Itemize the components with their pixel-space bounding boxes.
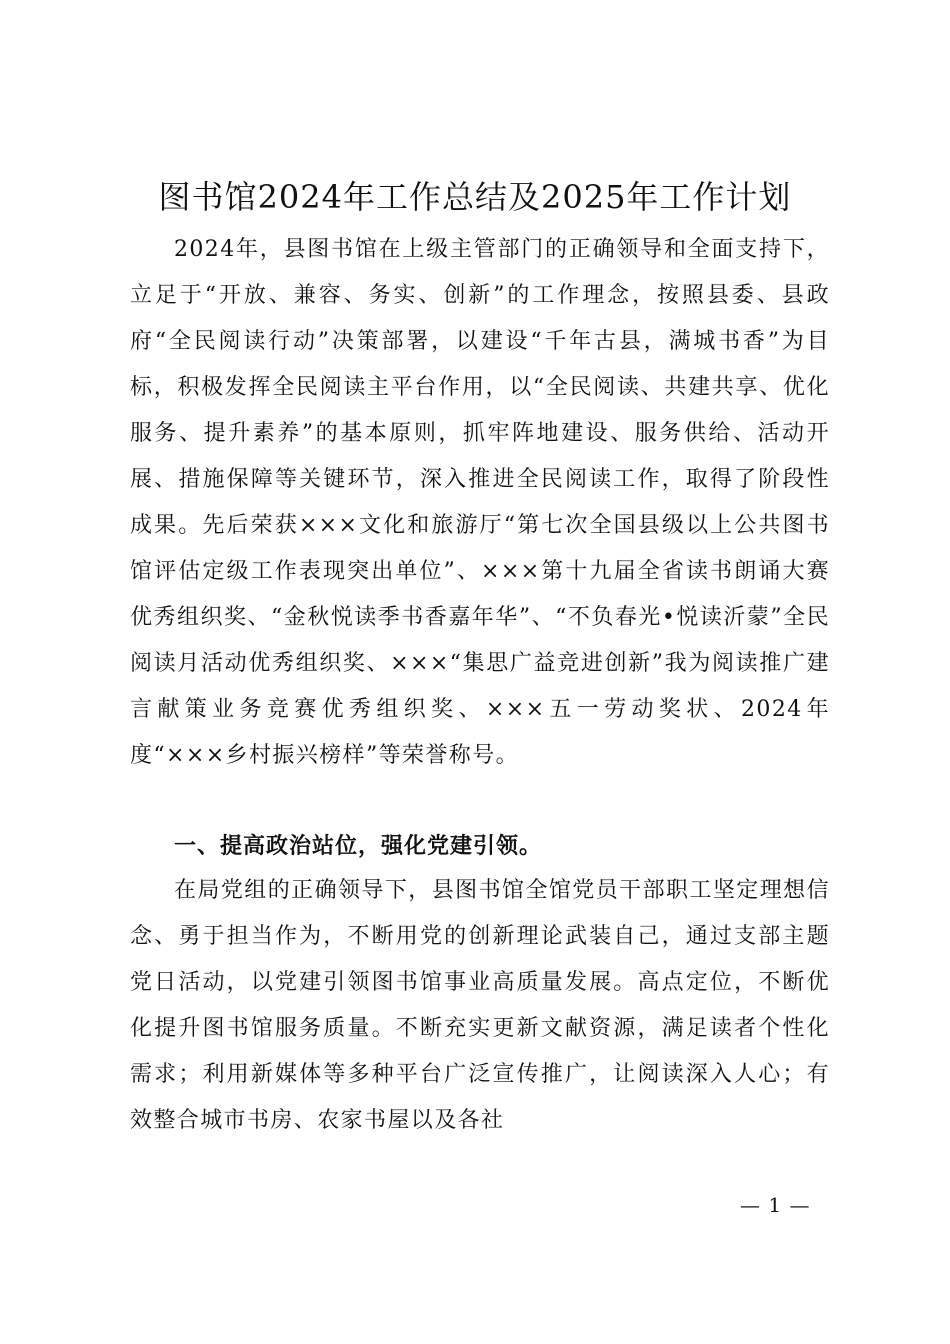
- section-heading: 一、提高政治站位，强化党建引领。: [174, 834, 543, 859]
- page-number: — 1 —: [740, 1193, 811, 1217]
- intro-paragraph: 2024年，县图书馆在上级主管部门的正确领导和全面支持下，立足于“开放、兼容、务实、创新”的工作理念，按照县委、县政府“全民阅读行动”决策部署，以建设“千年古县，满城书香”为目标，积极发挥全民阅读主平台作用，以“全民阅读、共建共享、优化服务、提升素养”的基本原则，抓牢阵地建设、服务供给、活动开展、措施保障等关键环节，深入推进全民阅读工作，取得了阶段性成果。先后荣获×××文化和旅游厅“第七次全国县级以上公共图书馆评估定级工作表现突出单位”、×××第十九届全省读书朗诵大赛优秀组织奖、“金秋悦读季书香嘉年华”、“不负春光•悦读沂蒙”全民阅读月活动优秀组织奖、×××“集思广益竞进创新”我为阅读推广建言献策业务竞赛优秀组织奖、×××五一劳动奖状、2024年度“×××乡村振兴榜样”等荣誉称号。: [130, 237, 830, 768]
- section-paragraph: 在局党组的正确领导下，县图书馆全馆党员干部职工坚定理想信念、勇于担当作为，不断用党的创新理论武装自己，通过支部主题党日活动，以党建引领图书馆事业高质量发展。高点定位，不断优化提升图书馆服务质量。不断充实更新文献资源，满足读者个性化需求；利用新媒体等多种平台广泛宣传推广，让阅读深入人心；有效整合城市书房、农家书屋以及各社: [130, 878, 830, 1133]
- document-title: 图书馆2024年工作总结及2025年工作计划: [158, 178, 792, 216]
